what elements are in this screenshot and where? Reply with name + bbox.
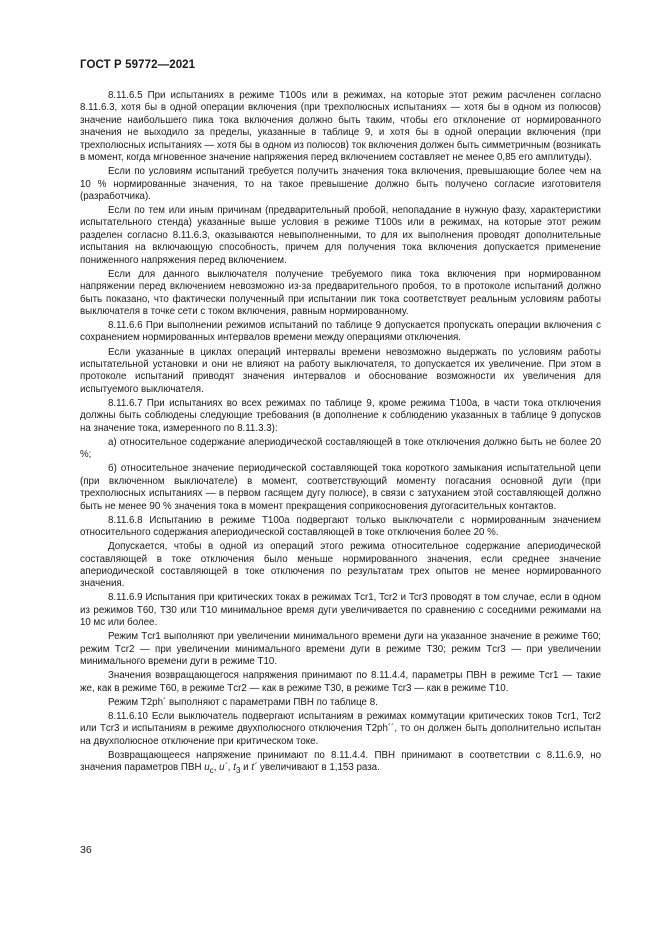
paragraph-last	[80, 750, 601, 778]
paragraph: 8.11.6.8 Испытанию в режиме Т100а подвергают только выключатели с нормированным значением относительного содержания апериодической составляющей в токе отключения более 20 %.	[80, 514, 601, 538]
paragraph: Допускается, чтобы в одной из операций этого режима относительное содержание апериодической составляющей в токе отключения было меньше нормированного значения, если среднее значение апериодической составляющей в токе отключения по результатам трех опытов не менее нормированного значения.	[80, 541, 601, 590]
paragraph: Если для данного выключателя получение требуемого пика тока включения при нормированном напряжении перед включением невозможно из-за предварительного пробоя, то в протоколе испытаний должно быть показано, что фактически полученный при испытании пик тока соответствует реальным условиям работы выключателя в точке сети с током включения, равным нормированному.	[80, 268, 601, 317]
paragraph: б) относительное значение периодической составляющей тока короткого замыкания испытательной цепи (при включенном выключателе) в момент, соответствующий моменту погасания основной дуги (при трехполюсных испытаниях — в первом гасящем дугу полюсе), в связи с затуханием этой составляющей должно быть не менее 90 % значения тока в момент прекращения соприкосновения дугогасительных контактов.	[80, 463, 601, 512]
text-span: Возвращающееся напряжение принимают по 8.11.4.4. ПВН принимают в соответствии с 8.11.6.9, но значения параметров ПВН	[80, 749, 601, 774]
paragraph: Если указанные в циклах операций интервалы времени невозможно выдержать по условиям работы испытательной установки и они не влияют на работу выключателя, то допускается их увеличение. При этом в протоколе испытаний приводят значения интервалов и обоснование возможности их увеличения для испытуемого выключателя.	[80, 346, 601, 395]
paragraph: 8.11.6.6 При выполнении режимов испытаний по таблице 9 допускается пропускать операции включения с сохранением нормированных интервалов времени между операциями отключения.	[80, 320, 601, 344]
paragraph: Если по тем или иным причинам (предварительный пробой, непопадание в нужную фазу, характеристики испытательного стенда) указанные выше условия в режиме Т100s или в режимах, на которые этот режим разделен согласно 8.11.6.3, оказываются невыполненными, то для их выполнения проводят дополнительные испытания на включающую способность, причем для получения тока включения допускается применение пониженного напряжения перед включением.	[80, 205, 601, 266]
paragraph: Режим T2ph´ выполняют с параметрами ПВН по таблице 8.	[108, 696, 378, 708]
page-number: 36	[80, 844, 92, 856]
paragraph: 8.11.6.7 При испытаниях во всех режимах по таблице 9, кроме режима Т100а, в части тока отключения должны быть соблюдены следующие требования (в дополнение к соблюдению указанных в таблице 9 допусков на значение тока, измеренного по 8.11.3.3):	[80, 397, 601, 434]
text-span: ,	[227, 762, 234, 774]
paragraph: Значения возвращающегося напряжения принимают по 8.11.4.4, параметры ПВН в режиме Тcr1 — такие же, как в режиме Т60, в режиме Тcr2 — как в режиме Т30, в режиме Тcr3 — как в режиме Т10.	[80, 670, 601, 694]
text-span: увеличивают в 1,153 раза.	[257, 762, 380, 774]
symbol-u-prime: u´	[219, 762, 228, 774]
symbol-u-subscript: c	[209, 766, 214, 776]
text-span: ,	[213, 762, 220, 774]
paragraph: Режим Тcr1 выполняют при увеличении минимального времени дуги на указанное значение в режиме Т60; режим Тcr2 — при увеличении минимального времени дуги в режиме Т30; режим Тcr3 — при увеличении минимального времени дуги в режиме Т10.	[80, 631, 601, 668]
symbol-t-prime: t´	[251, 762, 258, 774]
paragraph: 8.11.6.10 Если выключатель подвергают испытаниям в режимах коммутации критических токов Тcr1, Tcr2 или Тcr3 и испытаниям в режиме двухполюсного отключения T2ph´´, то он должен быть дополнительно испытан на двухполюсное отключение при критическом токе.	[80, 710, 601, 747]
text-span: и	[240, 762, 252, 774]
paragraph: а) относительное содержание апериодической составляющей в токе отключения должно быть не более 20 %;	[80, 436, 601, 461]
document-body	[80, 90, 601, 779]
symbol-t: t	[233, 762, 236, 774]
document-header: ГОСТ Р 59772—2021	[80, 59, 196, 71]
paragraph: 8.11.6.9 Испытания при критических токах в режимах Тcr1, Tcr2 и Tcr3 проводят в том случае, если в одном из режимов Т60, Т30 или Т10 минимальное время дуги увеличивается по сравнению с соседними режимами на 10 мс или более.	[80, 592, 601, 629]
paragraph: 8.11.6.5 При испытаниях в режиме Т100s или в режимах, на которые этот режим расчленен согласно 8.11.6.3, хотя бы в одной операции включения (при трехполюсных испытаниях — хотя бы в одном из полюсов) значение наибольшего пика тока включения должно быть таким, чтобы его отклонение от нормированного значения не выходило за пределы, указанные в таблице 9, и хотя бы в одной операции включения (при трехполюсных испытаниях — хотя бы в одном из полюсов) ток включения должен быть симметричным (возникать в момент, когда мгновенное значение напряжения перед включением составляет не менее 0,85 его амплитуды).	[80, 90, 601, 164]
symbol-t-subscript: 3	[235, 766, 241, 776]
paragraph: Если по условиям испытаний требуется получить значения тока включения, превышающие более чем на 10 % нормированные значения, то на такое превышение должно быть получено согласие изготовителя (разработчика).	[80, 166, 601, 202]
symbol-u: u	[204, 762, 210, 774]
